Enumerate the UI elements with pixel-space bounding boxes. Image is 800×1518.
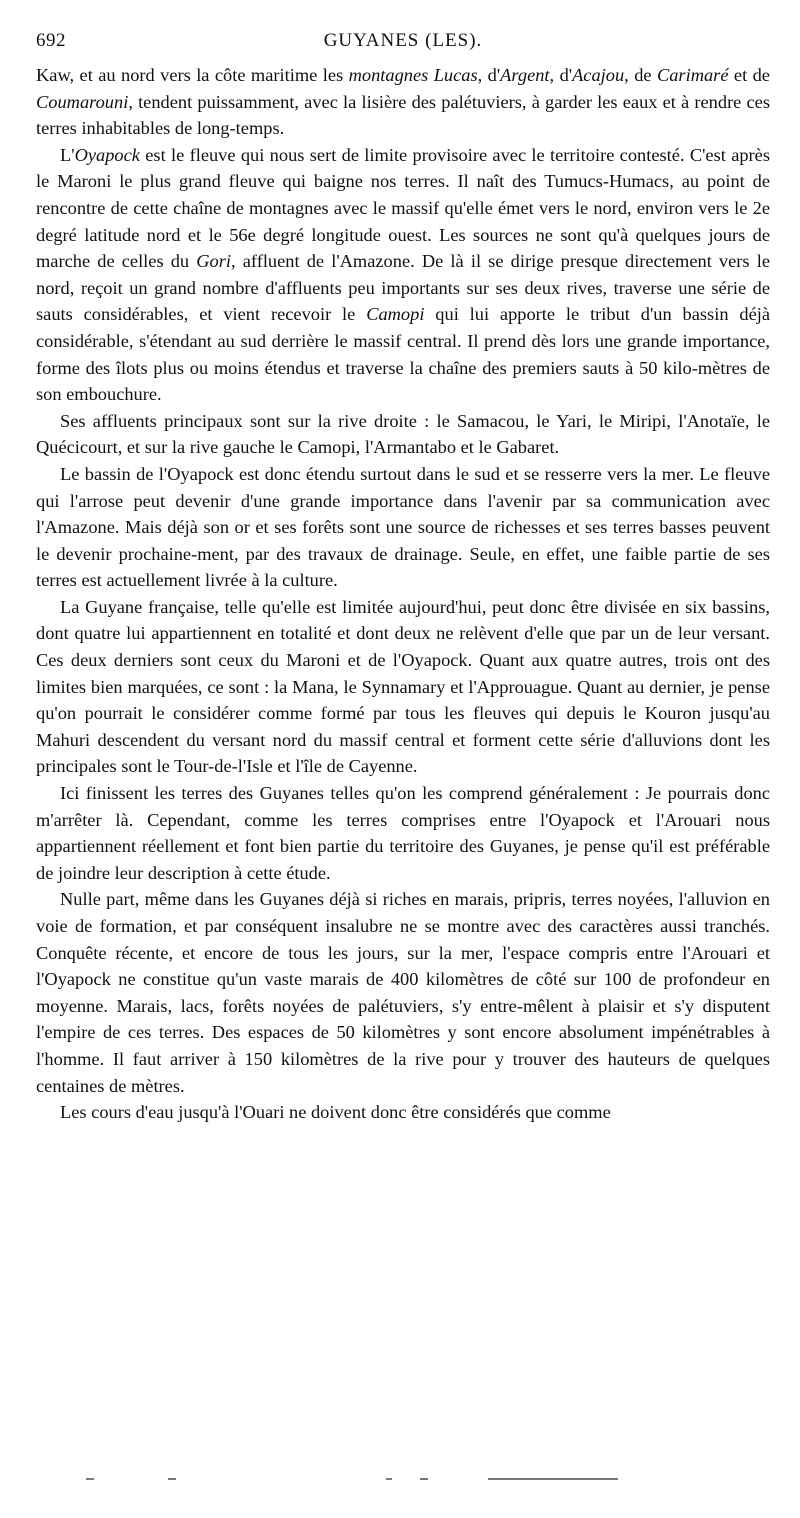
- text-run: , tendent puissamment, avec la lisière des palétuviers, à garder les eaux et à rendre ces terres inhabitables de long-temps.: [36, 91, 770, 139]
- document-page: [36, 28, 770, 1126]
- text-run: , d': [477, 65, 501, 85]
- text-run: La Guyane française, telle qu'elle est limitée aujourd'hui, peut donc être divisée en six bassins, dont quatre lui appartiennent en totalité et dont deux ne relèvent d'elle que par un de leur versant. Ces deux derniers sont ceux du Maroni et de l'Oyapock. Quant aux quatre autres, trois ont des limites bien marquées, ce sont : la Mana, le Synnamary et l'Approuague. Quant au dernier, je pense qu'on pourrait le considérer comme formé par tous les fleuves qui depuis le Kouron jusqu'au Mahuri descendent du versant nord du massif central et forment cette série d'alluvions dont les principales sont le Tour-de-l'Isle et l'île de Cayenne.: [36, 596, 770, 777]
- text-run: Ici finissent les terres des Guyanes telles qu'on les comprend généralement : Je pourrais donc m'arrêter là. Cependant, comme les terres comprises entre l'Oyapock et l'Arouari nous appartiennent réellement et font bien partie du territoire des Guyanes, je pense qu'il est préférable de joindre leur description à cette étude.: [36, 783, 770, 883]
- italic-text: Carimaré: [656, 65, 729, 85]
- paragraph: [36, 780, 770, 886]
- text-run: L': [60, 144, 75, 165]
- paragraph: [36, 886, 770, 1099]
- italic-text: montagnes Lucas: [348, 65, 478, 85]
- paragraph: [36, 408, 770, 461]
- text-run: Les cours d'eau jusqu'à l'Ouari ne doivent donc être considérés que comme: [60, 1102, 611, 1123]
- running-header: [36, 28, 770, 58]
- print-mark: [86, 1478, 94, 1480]
- print-mark: [488, 1478, 618, 1480]
- footer-print-marks: [36, 1478, 770, 1488]
- paragraph: [36, 461, 770, 594]
- paragraph: [36, 1099, 770, 1126]
- body-text: [36, 62, 770, 1126]
- text-run: , de: [624, 65, 657, 85]
- italic-text: Coumarouni: [36, 91, 129, 112]
- italic-text: Gori: [196, 251, 232, 272]
- text-run: et de: [728, 65, 770, 85]
- italic-text: Camopi: [366, 304, 425, 325]
- italic-text: Acajou: [572, 65, 625, 85]
- print-mark: [420, 1478, 428, 1480]
- page-number: 692: [36, 30, 66, 51]
- print-mark: [168, 1478, 176, 1480]
- italic-text: Argent: [500, 65, 550, 85]
- text-run: qui lui apporte le tribut d'un bassin déjà considérable, s'étendant au sud derrière le massif central. Il prend dès lors une grande importance, forme des îlots plus ou moins étendus et traverse la chaîne des premiers sauts à 50 kilo-mètres de son embouchure.: [36, 304, 770, 405]
- text-run: , d': [549, 65, 573, 85]
- text-run: Ses affluents principaux sont sur la rive droite : le Samacou, le Yari, le Miripi, l'Anotaïe, le Quécicourt, et sur la rive gauche le Camopi, l'Armantabo et le Gabaret.: [36, 410, 770, 458]
- text-run: Kaw, et au nord vers la côte maritime les: [36, 65, 349, 85]
- paragraph: [36, 62, 770, 142]
- print-mark: [386, 1478, 392, 1480]
- text-run: Nulle part, même dans les Guyanes déjà si riches en marais, pripris, terres noyées, l'alluvion en voie de formation, et par conséquent insalubre ne se montre avec des caractères aussi tranchés. Conquête récente, et encore de tous les jours, sur la mer, l'espace compris entre l'Arouari et l'Oyapock ne constitue qu'un vaste marais de 400 kilomètres de côté sur 100 de profondeur en moyenne. Marais, lacs, forêts noyées de palétuviers, s'y entre-mêlent à plaisir et s'y disputent l'empire de ces terres. Des espaces de 50 kilomètres y sont encore absolument impénétrables à l'homme. Il faut arriver à 150 kilomètres de la rive pour y trouver des hauteurs de quelques centaines de mètres.: [36, 889, 770, 1096]
- italic-text: Oyapock: [74, 144, 140, 165]
- text-run: Le bassin de l'Oyapock est donc étendu surtout dans le sud et se resserre vers la mer. Le fleuve qui l'arrose peut devenir d'une grande importance dans l'avenir par sa communication avec l'Amazone. Mais déjà son or et ses forêts sont une source de richesses et ses terres basses peuvent le devenir prochaine-ment, par des travaux de drainage. Seule, en effet, une faible partie de ses terres est actuellement livrée à la culture.: [36, 463, 770, 591]
- text-run: est le fleuve qui nous sert de limite provisoire avec le territoire contesté. C'est après le Maroni le plus grand fleuve qui baigne nos terres. Il naît des Tumucs-Humacs, au point de rencontre de cette chaîne de montagnes avec le massif qu'elle émet vers le nord, environ vers le 2e degré latitude nord et le 56e degré longitude ouest. Les sources ne sont qu'à quelques jours de marche de celles du: [36, 144, 770, 272]
- text-run: , affluent de l'Amazone. De là il se dirige presque directement vers le nord, reçoit un grand nombre d'affluents peu importants sur ses deux rives, traverse une série de sauts considérables, et vient recevoir le: [36, 251, 770, 325]
- paragraph: [36, 594, 770, 780]
- running-title: GUYANES (LES).: [323, 30, 483, 51]
- paragraph: [36, 142, 770, 408]
